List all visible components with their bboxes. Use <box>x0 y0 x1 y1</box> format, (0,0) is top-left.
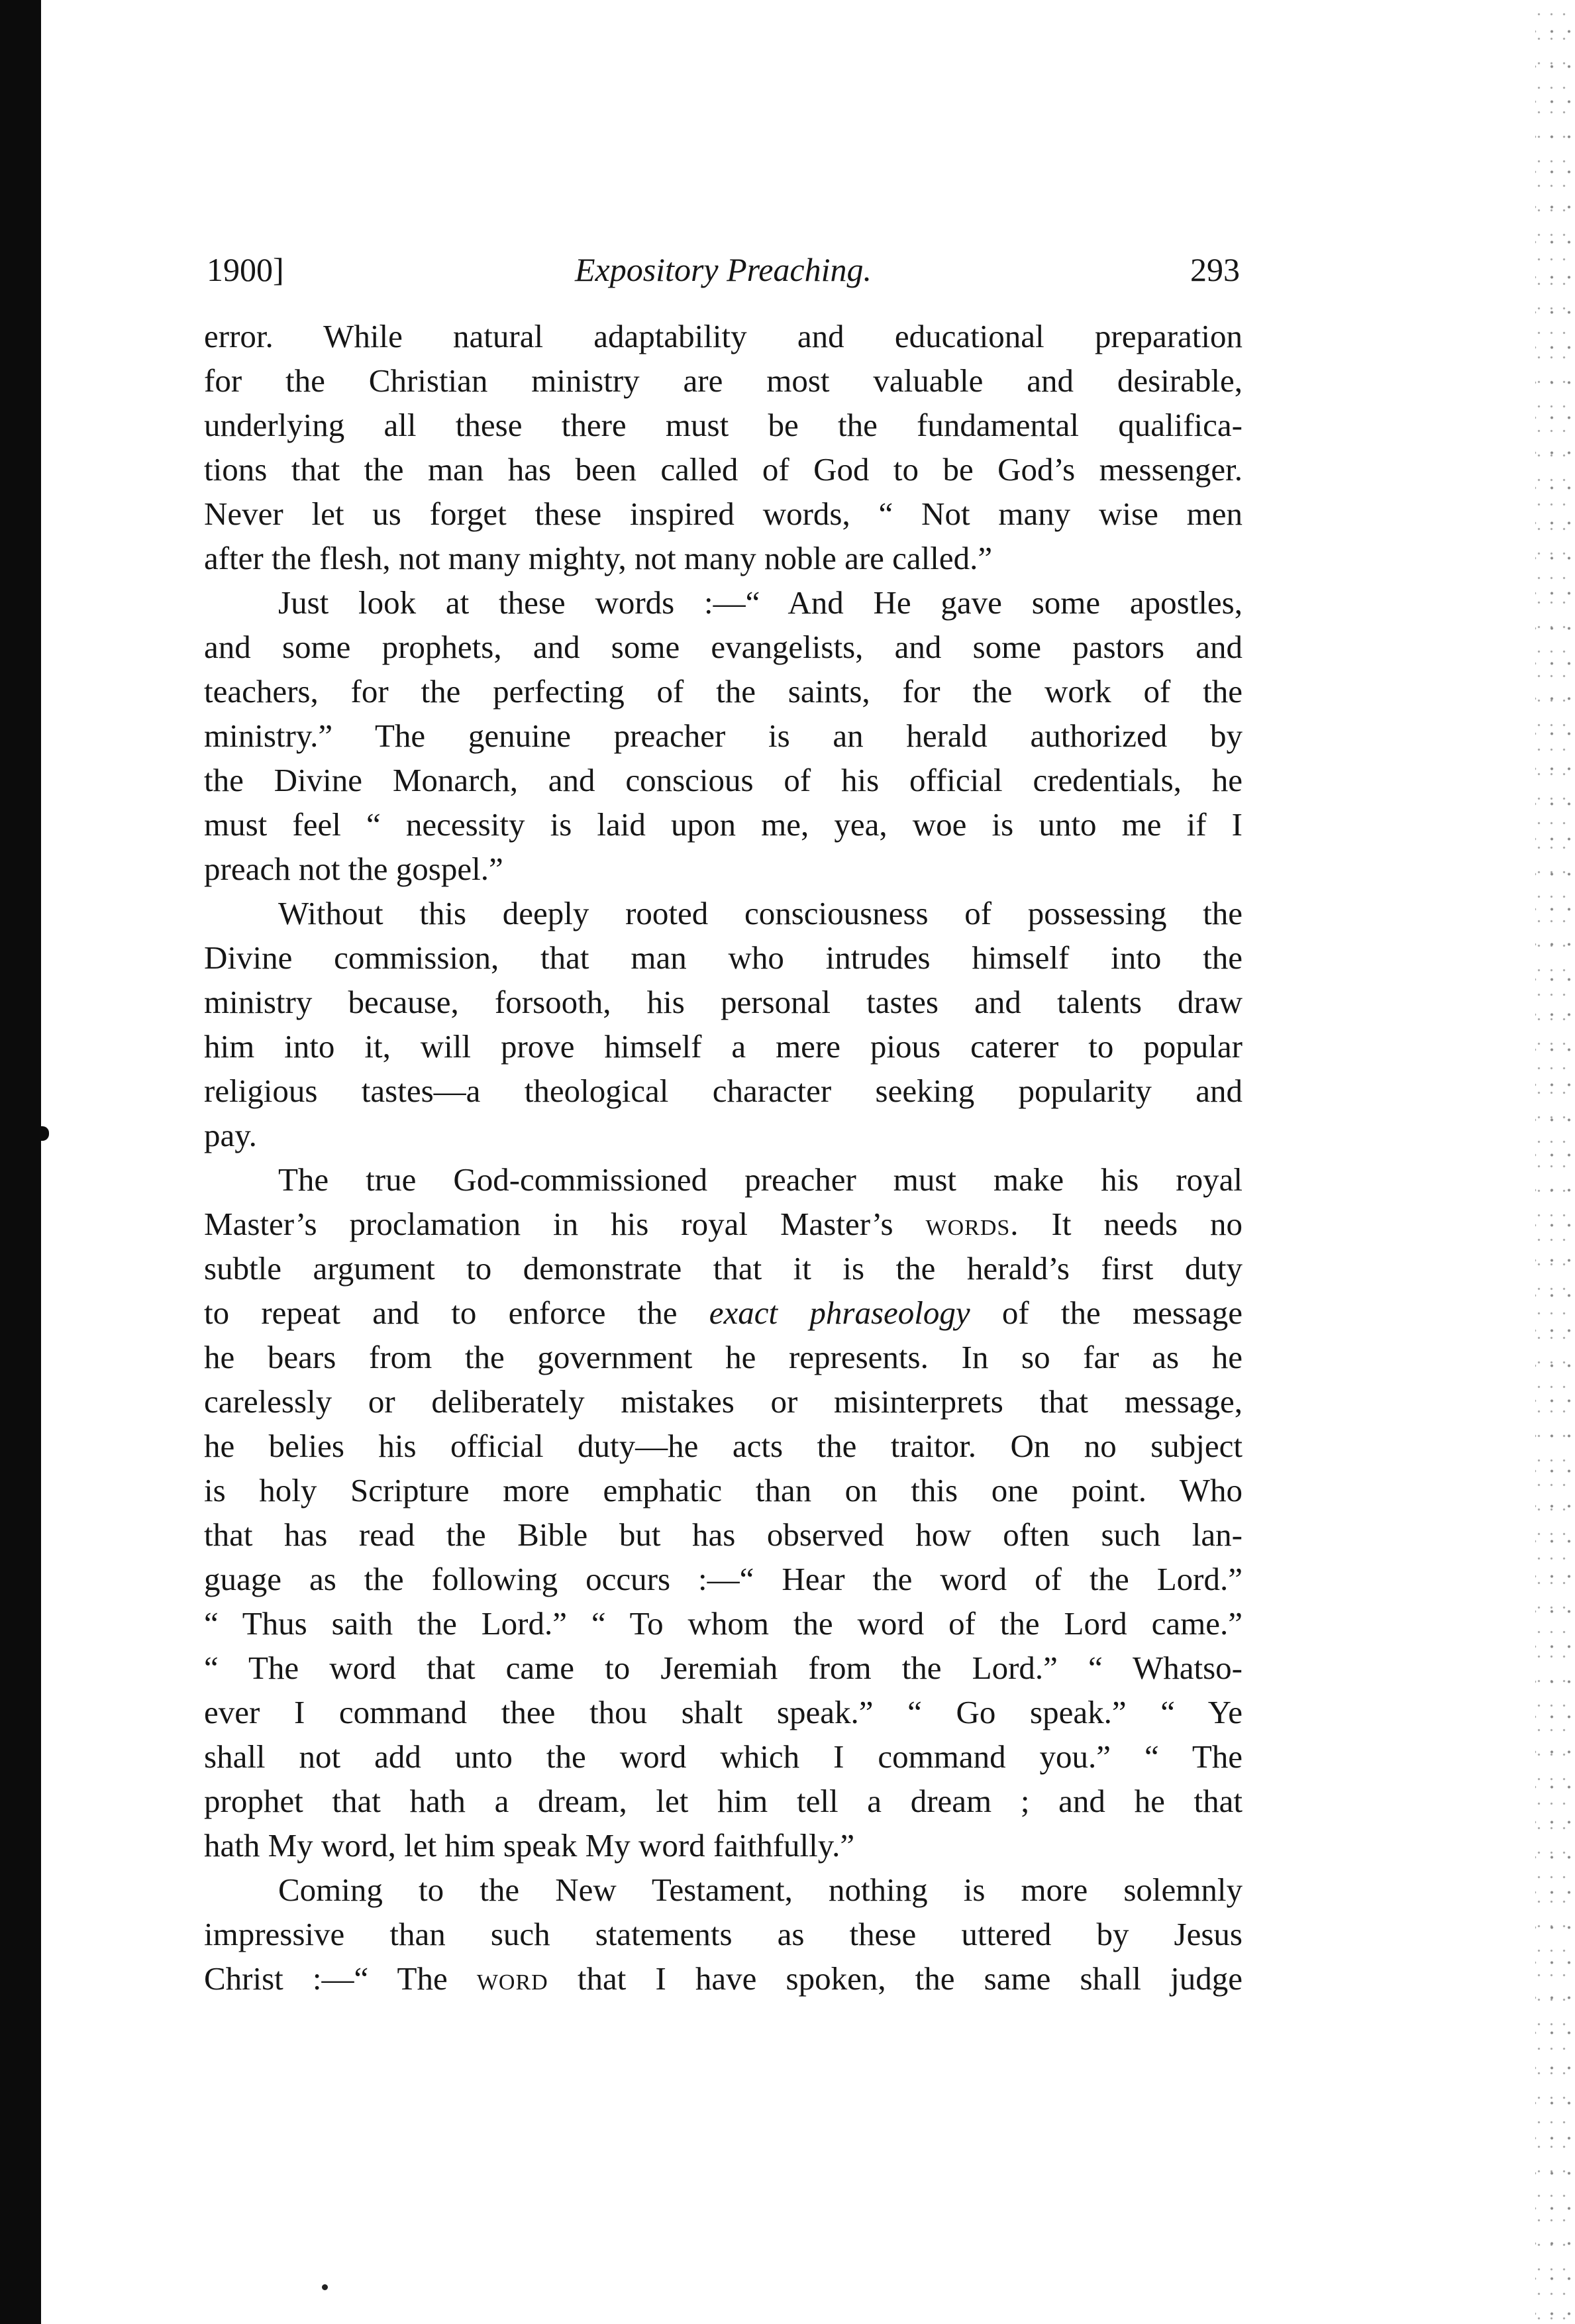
text-line: carelessly or deliberately mistakes or misinterprets that message, <box>204 1383 1243 1420</box>
ink-speck <box>322 2284 328 2290</box>
text-line: Never let us forget these inspired words, “ Not many wise men <box>204 496 1243 532</box>
text-segment: of the message <box>970 1294 1243 1331</box>
text-line: hath My word, let him speak My word faithfully.” <box>204 1827 855 1864</box>
italic-phrase: exact phraseology <box>709 1294 970 1331</box>
text-line: and some prophets, and some evangelists, and some pastors and <box>204 629 1243 665</box>
smallcaps-word: words. <box>925 1206 1019 1242</box>
text-line: preach not the gospel.” <box>204 851 503 887</box>
running-head <box>207 246 1240 293</box>
text-line: “ Thus saith the Lord.” “ To whom the word of the Lord came.” <box>204 1605 1243 1642</box>
body-text <box>204 314 1243 2001</box>
text-line: teachers, for the perfecting of the saints, for the work of the <box>204 673 1243 710</box>
text-line: he belies his official duty—he acts the traitor. On no subject <box>204 1428 1243 1464</box>
text-line: that has read the Bible but has observed how often such lan- <box>204 1516 1243 1553</box>
text-line: he bears from the government he represents. In so far as he <box>204 1339 1243 1375</box>
text-line: pay. <box>204 1117 257 1153</box>
text-line: him into it, will prove himself a mere pious caterer to popular <box>204 1028 1243 1065</box>
header-title: Expository Preaching. <box>574 251 872 288</box>
text-line: ever I command thee thou shalt speak.” “ Go speak.” “ Ye <box>204 1694 1243 1730</box>
text-line: subtle argument to demonstrate that it is the herald’s first duty <box>204 1250 1243 1287</box>
text-line: guage as the following occurs :—“ Hear the word of the Lord.” <box>204 1561 1243 1597</box>
text-segment: Master’s proclamation in his royal Master’s <box>204 1206 926 1242</box>
page-number: 293 <box>1190 251 1240 288</box>
text-line: Coming to the New Testament, nothing is more solemnly <box>278 1872 1243 1908</box>
text-line: after the flesh, not many mighty, not many noble are called.” <box>204 540 993 576</box>
text-line: must feel “ necessity is laid upon me, yea, woe is unto me if I <box>204 806 1243 843</box>
text-line: religious tastes—a theological character seeking popularity and <box>204 1073 1243 1109</box>
text-line: for the Christian ministry are most valuable and desirable, <box>204 362 1243 399</box>
text-line: is holy Scripture more emphatic than on this one point. Who <box>204 1472 1243 1508</box>
text-segment: It needs no <box>1019 1206 1243 1242</box>
text-line: The true God-commissioned preacher must make his royal <box>278 1161 1243 1198</box>
text-segment: to repeat and to enforce the <box>204 1294 709 1331</box>
text-line: “ The word that came to Jeremiah from the Lord.” “ Whatso- <box>204 1650 1243 1686</box>
text-line: Without this deeply rooted consciousness of possessing the <box>278 895 1243 931</box>
text-line: Divine commission, that man who intrudes himself into the <box>204 939 1243 976</box>
binding-notch <box>40 1126 49 1141</box>
text-line: ministry because, forsooth, his personal tastes and talents draw <box>204 984 1243 1020</box>
header-year: 1900] <box>207 251 284 288</box>
book-binding-shadow <box>0 0 41 2324</box>
scan-edge-specks <box>1535 0 1575 2324</box>
text-line: the Divine Monarch, and conscious of his official credentials, he <box>204 762 1243 798</box>
text-line <box>204 1291 1243 1335</box>
text-line: ministry.” The genuine preacher is an herald authorized by <box>204 717 1243 754</box>
text-line: shall not add unto the word which I command you.” “ The <box>204 1738 1243 1775</box>
text-line: underlying all these there must be the fundamental qualifica- <box>204 407 1243 443</box>
text-line <box>204 1956 1243 2001</box>
text-line: tions that the man has been called of God to be God’s messenger. <box>204 451 1243 488</box>
smallcaps-word: word <box>476 1960 548 1997</box>
text-line: prophet that hath a dream, let him tell a dream ; and he that <box>204 1783 1243 1819</box>
text-line: Just look at these words :—“ And He gave some apostles, <box>278 584 1243 621</box>
text-line <box>204 1202 1243 1246</box>
text-line: impressive than such statements as these uttered by Jesus <box>204 1916 1243 1952</box>
text-segment: Christ :—“ The <box>204 1960 477 1997</box>
text-line: error. While natural adaptability and educational preparation <box>204 318 1243 354</box>
text-segment: that I have spoken, the same shall judge <box>548 1960 1243 1997</box>
